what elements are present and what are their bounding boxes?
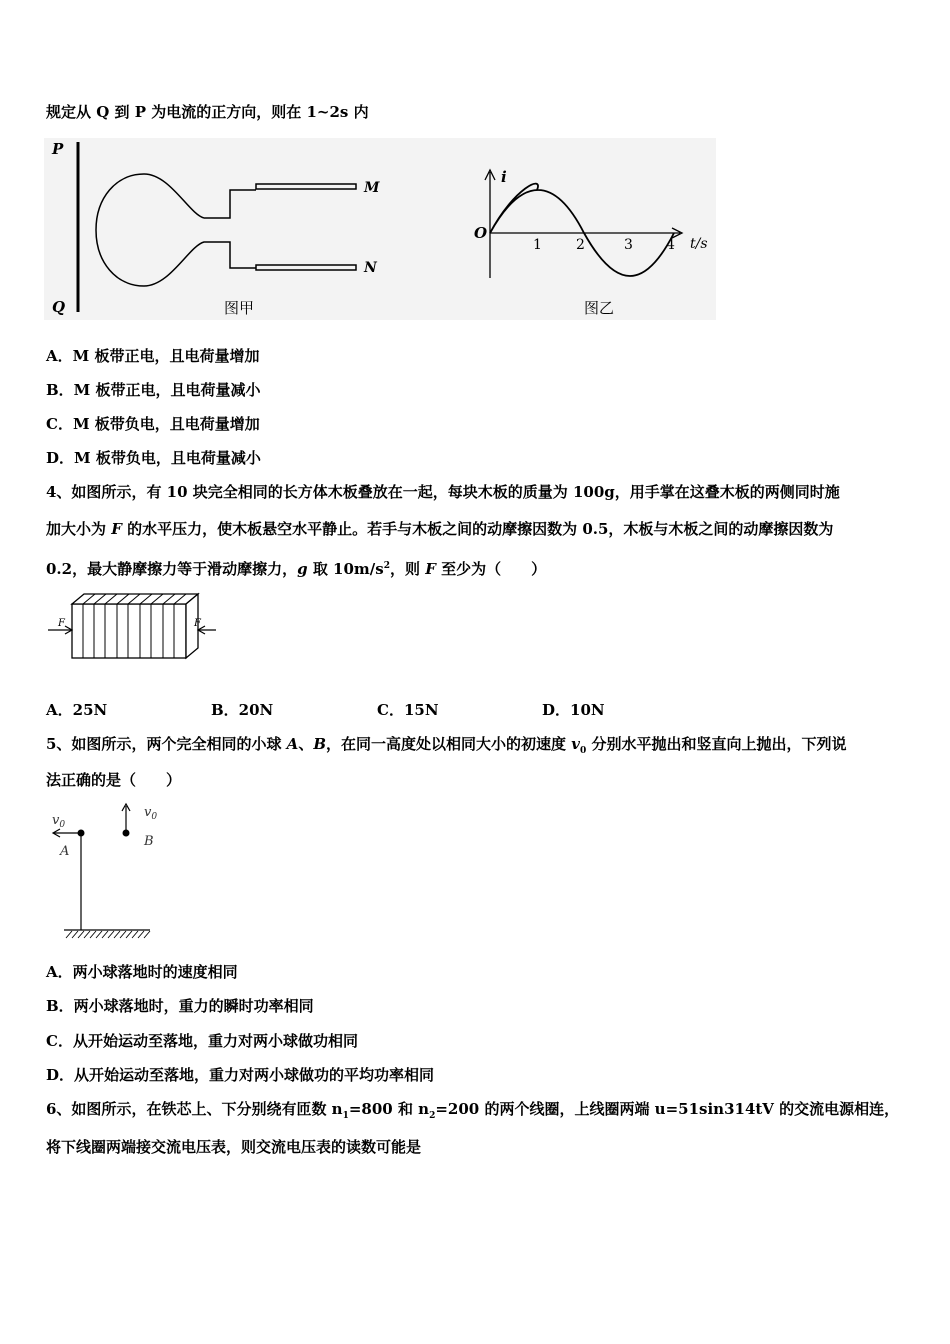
axis-i-label: i [501, 168, 507, 186]
q4-option-b: B．20N [211, 701, 274, 719]
q4-line-1: 4、如图所示，有 10 块完全相同的长方体木板叠放在一起，每块木板的质量为 100g，用手掌在这叠木板的两侧同时施 [46, 483, 840, 501]
q5-line-1: 5、如图所示，两个完全相同的小球 A、B，在同一高度处以相同大小的初速度 $v_0$ 分别水平抛出和竖直向上抛出，下列说 [46, 735, 847, 756]
tick-4: 4 [666, 237, 675, 253]
q6-line-2: 将下线圈两端接交流电压表，则交流电压表的读数可能是 [46, 1138, 422, 1156]
q5-option-a: A．两小球落地时的速度相同 [46, 963, 238, 981]
q5-option-c: C．从开始运动至落地，重力对两小球做功相同 [46, 1032, 358, 1050]
label-b: B [144, 834, 154, 849]
q3-option-a: A．M 板带正电，且电荷量增加 [46, 347, 260, 365]
caption-yi: 图乙 [584, 299, 615, 317]
q3-option-d: D．M 板带负电，且电荷量减小 [46, 449, 261, 467]
tick-3: 3 [624, 237, 633, 253]
q3-option-c: C．M 板带负电，且电荷量增加 [46, 415, 260, 433]
tick-2: 2 [576, 237, 585, 253]
q4-option-d: D．10N [542, 701, 605, 719]
figure-capacitor-and-current-graph [44, 138, 716, 320]
label-q: Q [52, 298, 66, 316]
label-m: M [364, 180, 380, 196]
q4-line-2: 加大小为 F 的水平压力，使木板悬空水平静止。若手与木板之间的动摩擦因数为 0.5，木板与木板之间的动摩擦因数为 [46, 520, 834, 538]
q6-line-1: 6、如图所示，在铁芯上、下分别绕有匝数 $n_1=800$ 和 $n_2=200$ 的两个线圈，上线圈两端 u=51sin314tV 的交流电源相连， [46, 1100, 900, 1121]
q5-option-d: D．从开始运动至落地，重力对两小球做功的平均功率相同 [46, 1066, 435, 1084]
q4-line-3: 0.2，最大静摩擦力等于滑动摩擦力，g 取 $10m/s^2$，则 F 至少为（ ） [46, 560, 547, 578]
figure-projectiles [44, 800, 164, 946]
figure-stacked-boards [44, 590, 220, 670]
label-v0-a: $v_0$ [52, 813, 66, 830]
intro-text: 规定从 Q 到 P 为电流的正方向，则在 1~2s 内 [46, 103, 369, 121]
label-a: A [60, 844, 70, 859]
q3-option-b: B．M 板带正电，且电荷量减小 [46, 381, 261, 399]
force-label-right: F [194, 618, 201, 629]
label-n: N [364, 260, 377, 276]
q4-option-a: A．25N [46, 701, 108, 719]
q5-option-b: B．两小球落地时，重力的瞬时功率相同 [46, 997, 314, 1015]
label-p: P [52, 140, 64, 158]
ball-b [123, 830, 130, 837]
force-label-left: F [58, 618, 65, 629]
label-v0-b: $v_0$ [144, 805, 158, 822]
caption-jia: 图甲 [224, 299, 255, 317]
axis-t-label: t/s [690, 236, 708, 252]
origin-label: O [474, 224, 488, 242]
tick-1: 1 [533, 237, 542, 253]
q5-line-2: 法正确的是（ ） [46, 771, 182, 789]
q4-option-c: C．15N [377, 701, 439, 719]
